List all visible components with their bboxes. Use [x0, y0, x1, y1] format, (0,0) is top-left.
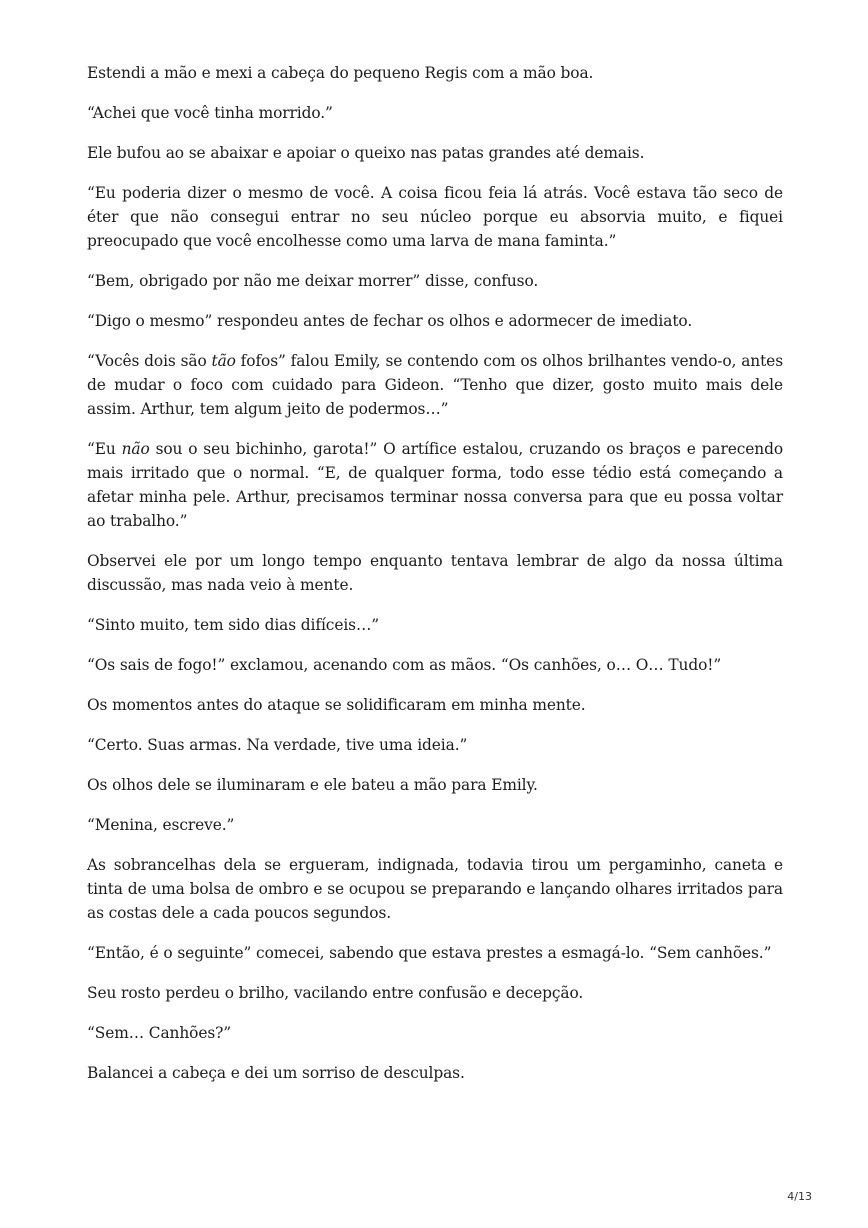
paragraph: Balancei a cabeça e dei um sorriso de desculpas. [87, 1064, 465, 1082]
paragraph: “Então, é o seguinte” comecei, sabendo que estava prestes a esmagá-lo. “Sem canhões.” [87, 944, 772, 962]
paragraph: “Sem… Canhões?” [87, 1024, 232, 1042]
document-page [87, 61, 783, 1101]
paragraph: “Achei que você tinha morrido.” [87, 104, 333, 122]
paragraph: As sobrancelhas dela se ergueram, indignada, todavia tirou um pergaminho, caneta e tinta de uma bolsa de ombro e se ocupou se preparando e lançando olhares irritados para as costas dele a cada poucos segundos. [87, 856, 783, 922]
paragraph: “Bem, obrigado por não me deixar morrer” disse, confuso. [87, 272, 539, 290]
emphasis-text: não [121, 440, 150, 458]
paragraph: “Os sais de fogo!” exclamou, acenando com as mãos. “Os canhões, o… O… Tudo!” [87, 656, 722, 674]
paragraph: Os olhos dele se iluminaram e ele bateu a mão para Emily. [87, 776, 538, 794]
paragraph: “Sinto muito, tem sido dias difíceis…” [87, 616, 380, 634]
paragraph: “Eu não sou o seu bichinho, garota!” O artífice estalou, cruzando os braços e parecendo mais irritado que o normal. “E, de qualquer forma, todo esse tédio está começando a afetar minha pele. Arthur, precisamos terminar nossa conversa para que eu possa voltar ao trabalho.” [87, 440, 783, 530]
paragraph: “Vocês dois são tão fofos” falou Emily, se contendo com os olhos brilhantes vendo-o, antes de mudar o foco com cuidado para Gideon. “Tenho que dizer, gosto muito mais dele assim. Arthur, tem algum jeito de podermos…” [87, 352, 783, 418]
paragraph: Os momentos antes do ataque se solidificaram em minha mente. [87, 696, 586, 714]
emphasis-text: tão [211, 352, 236, 370]
paragraph: Ele bufou ao se abaixar e apoiar o queixo nas patas grandes até demais. [87, 144, 645, 162]
paragraph: “Menina, escreve.” [87, 816, 235, 834]
paragraph: Estendi a mão e mexi a cabeça do pequeno Regis com a mão boa. [87, 64, 594, 82]
page-number: 4/13 [787, 1190, 812, 1203]
paragraph: Observei ele por um longo tempo enquanto tentava lembrar de algo da nossa última discussão, mas nada veio à mente. [87, 552, 783, 594]
paragraph: “Certo. Suas armas. Na verdade, tive uma ideia.” [87, 736, 468, 754]
paragraph: Seu rosto perdeu o brilho, vacilando entre confusão e decepção. [87, 984, 584, 1002]
paragraph: “Eu poderia dizer o mesmo de você. A coisa ficou feia lá atrás. Você estava tão seco de éter que não consegui entrar no seu núcleo porque eu absorvia muito, e fiquei preocupado que você encolhesse como uma larva de mana faminta.” [87, 184, 783, 250]
paragraph: “Digo o mesmo” respondeu antes de fechar os olhos e adormecer de imediato. [87, 312, 693, 330]
